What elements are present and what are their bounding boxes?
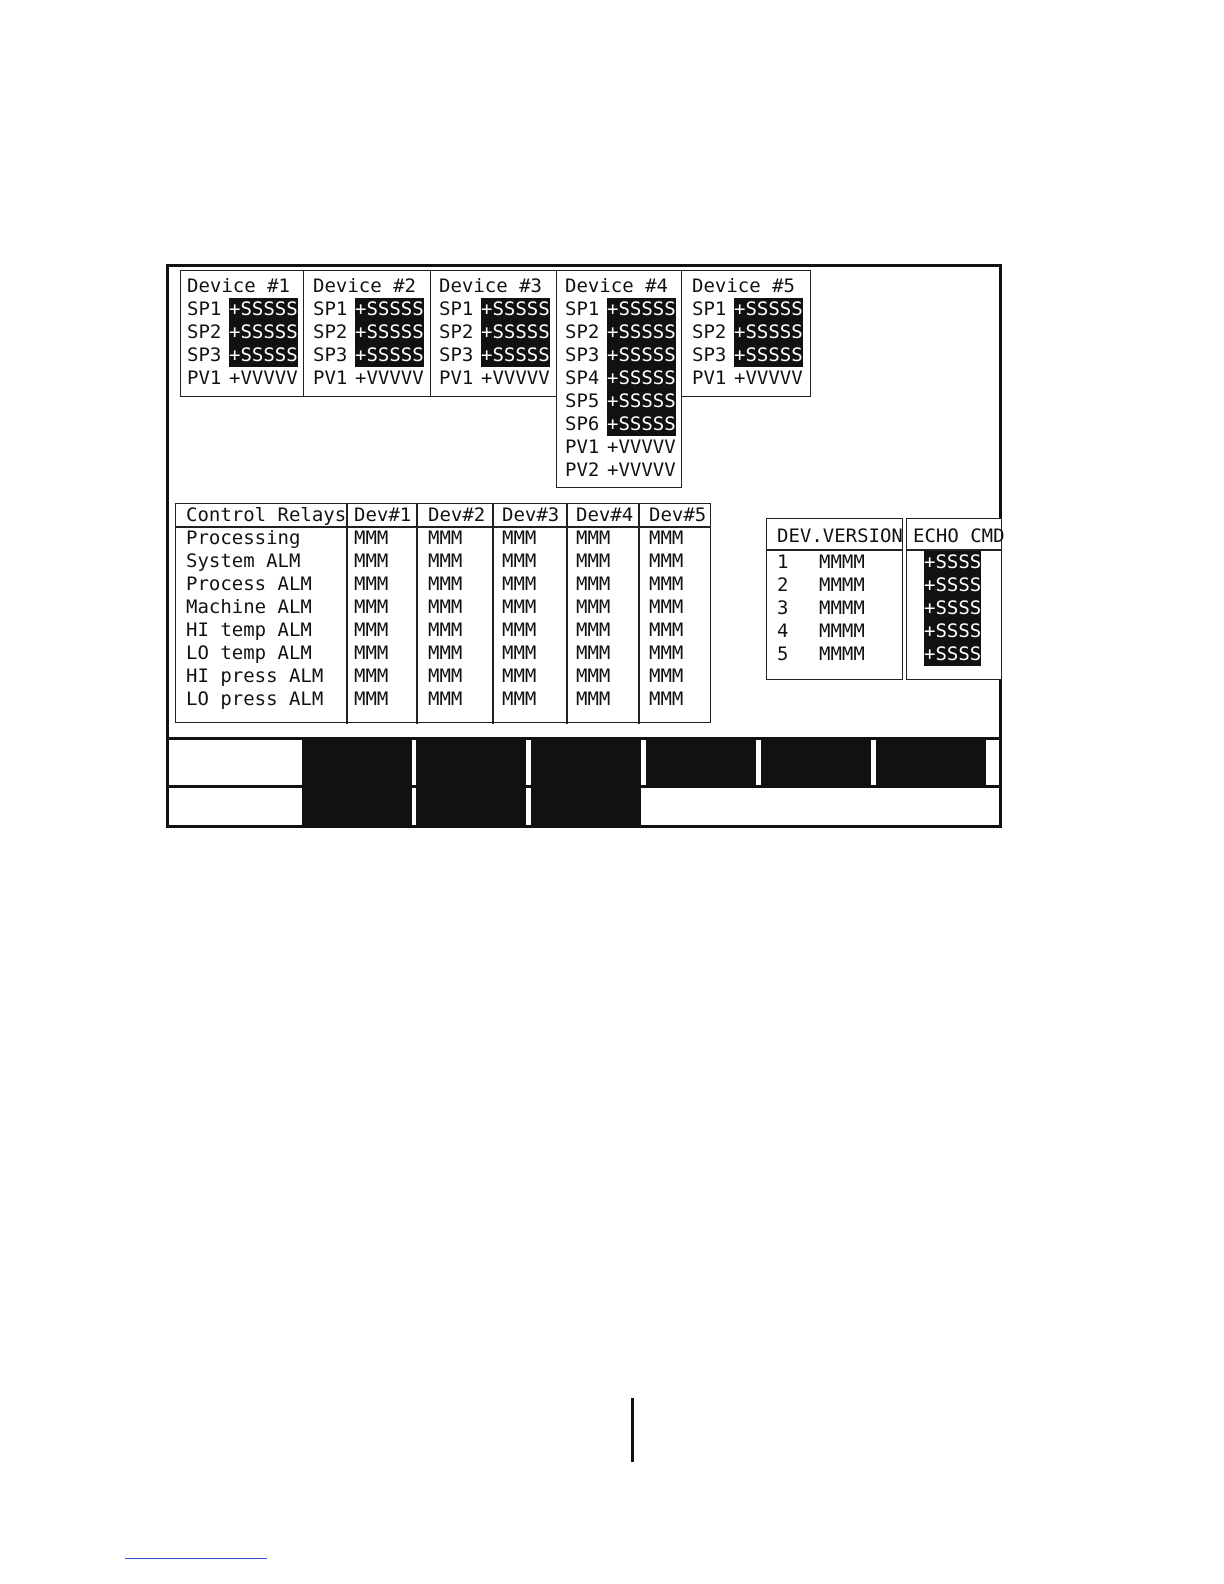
- relay-name: HI temp ALM: [186, 619, 312, 641]
- relay-cell: MMM: [649, 596, 684, 618]
- setpoint-value[interactable]: +SSSSS: [229, 344, 298, 366]
- relay-cell: MMM: [649, 642, 684, 664]
- relay-name: Process ALM: [186, 573, 312, 595]
- dev-version-value: MMMM: [819, 620, 865, 642]
- relay-cell: MMM: [428, 596, 463, 618]
- relays-header-dev: Dev#2: [428, 504, 486, 526]
- echo-cmd-value[interactable]: +SSSS: [924, 597, 982, 619]
- relay-name: LO press ALM: [186, 688, 324, 710]
- device-row-label: PV1: [187, 367, 222, 389]
- relay-cell: MMM: [428, 573, 463, 595]
- device-row-label: SP3: [313, 344, 348, 366]
- device-row-label: SP2: [439, 321, 474, 343]
- setpoint-value[interactable]: +SSSSS: [481, 344, 550, 366]
- device-title: Device #1: [187, 275, 290, 297]
- setpoint-value[interactable]: +SSSSS: [734, 298, 803, 320]
- relay-cell: MMM: [354, 665, 389, 687]
- relay-cell: MMM: [428, 642, 463, 664]
- relay-cell: MMM: [649, 573, 684, 595]
- relay-cell: MMM: [649, 688, 684, 710]
- relay-cell: MMM: [502, 688, 537, 710]
- device-row-label: SP4: [565, 367, 600, 389]
- relay-name: System ALM: [186, 550, 301, 572]
- setpoint-value[interactable]: +SSSSS: [734, 321, 803, 343]
- device-box-5: [681, 270, 811, 397]
- echo-cmd-header: ECHO CMD: [913, 525, 1005, 547]
- relays-header-dev: Dev#3: [502, 504, 560, 526]
- relay-cell: MMM: [576, 642, 611, 664]
- footnote-rule: [125, 1558, 267, 1559]
- relay-cell: MMM: [354, 573, 389, 595]
- fkey-line1: SPI: [569, 835, 603, 856]
- dev-version-value: MMMM: [819, 551, 865, 573]
- device-title: Device #5: [692, 275, 795, 297]
- device-title: Device #4: [565, 275, 668, 297]
- device-row-label: PV2: [565, 459, 600, 481]
- relay-cell: MMM: [576, 550, 611, 572]
- relay-cell: MMM: [649, 550, 684, 572]
- relay-cell: MMM: [576, 527, 611, 549]
- setpoint-value[interactable]: +SSSSS: [229, 298, 298, 320]
- setpoint-value[interactable]: +SSSSS: [734, 344, 803, 366]
- dev-version-num: 2: [777, 574, 789, 596]
- fkey-line1: SPI: [914, 786, 948, 807]
- relay-cell: MMM: [502, 527, 537, 549]
- echo-cmd-value[interactable]: +SSSS: [924, 620, 982, 642]
- dev-version-table: [766, 518, 903, 680]
- fkey-line2: DEV. 31-32: [876, 855, 986, 876]
- relay-cell: MMM: [576, 665, 611, 687]
- relay-cell: MMM: [354, 642, 389, 664]
- setpoint-value[interactable]: +SSSSS: [607, 413, 676, 435]
- relay-cell: MMM: [354, 550, 389, 572]
- device-row-label: PV1: [313, 367, 348, 389]
- relay-name: HI press ALM: [186, 665, 324, 687]
- device-row-label: SP3: [692, 344, 727, 366]
- fkey-line2: STM/MTS S": [531, 904, 641, 925]
- fkey-line2: DEV. 6-10: [308, 855, 406, 876]
- device-row-label: PV1: [692, 367, 727, 389]
- device-row-label: SP3: [565, 344, 600, 366]
- device-row-label: SP2: [313, 321, 348, 343]
- device-title: Device #2: [313, 275, 416, 297]
- fkey-line2: ERR CODES: [308, 904, 406, 925]
- relay-cell: MMM: [428, 527, 463, 549]
- fkey-line1: SPI: [340, 835, 374, 856]
- dev-version-num: 4: [777, 620, 789, 642]
- relay-cell: MMM: [649, 527, 684, 549]
- setpoint-value[interactable]: +SSSSS: [607, 298, 676, 320]
- relay-name: Machine ALM: [186, 596, 312, 618]
- page-margin-mark: [631, 1398, 634, 1462]
- device-row-label: SP2: [187, 321, 222, 343]
- relay-cell: MMM: [576, 596, 611, 618]
- spi-dev-31-32-button[interactable]: [876, 739, 986, 876]
- relay-cell: MMM: [354, 619, 389, 641]
- setpoint-value[interactable]: +SSSSS: [481, 321, 550, 343]
- dev-version-value: MMMM: [819, 597, 865, 619]
- process-value: +VVVVV: [355, 367, 424, 389]
- spi-dev-21-25-button[interactable]: [646, 739, 756, 876]
- dev-version-num: 5: [777, 643, 789, 665]
- process-value: +VVVVV: [607, 436, 676, 458]
- setpoint-value[interactable]: +SSSSS: [355, 344, 424, 366]
- relay-cell: MMM: [428, 688, 463, 710]
- device-row-label: SP1: [313, 298, 348, 320]
- setpoint-value[interactable]: +SSSSS: [607, 344, 676, 366]
- relay-cell: MMM: [576, 688, 611, 710]
- spi-dev-26-30-button[interactable]: [761, 739, 871, 876]
- device-row-label: SP2: [692, 321, 727, 343]
- relays-header-dev: Dev#4: [576, 504, 634, 526]
- device-row-label: SP5: [565, 390, 600, 412]
- setpoint-value[interactable]: +SSSSS: [481, 298, 550, 320]
- setpoint-value[interactable]: +SSSSS: [229, 321, 298, 343]
- relay-cell: MMM: [428, 550, 463, 572]
- relay-name: Processing: [186, 527, 301, 549]
- device-box-1: [180, 270, 304, 397]
- relay-cell: MMM: [649, 619, 684, 641]
- device-row-label: PV1: [565, 436, 600, 458]
- fkey-line1: SPI: [684, 786, 718, 807]
- relay-cell: MMM: [354, 688, 389, 710]
- spi-status-screen: [166, 264, 1005, 925]
- device-row-label: SP2: [565, 321, 600, 343]
- relay-cell: MMM: [502, 642, 537, 664]
- device-row-label: SP1: [692, 298, 727, 320]
- process-value: +VVVVV: [229, 367, 298, 389]
- relay-cell: MMM: [428, 665, 463, 687]
- relays-header-dev: Dev#1: [354, 504, 412, 526]
- fkey-line2: DEV. 26-30: [761, 855, 871, 876]
- dev-version-value: MMMM: [819, 574, 865, 596]
- control-relays-table: [175, 503, 711, 723]
- device-row-label: SP1: [565, 298, 600, 320]
- relay-cell: MMM: [428, 619, 463, 641]
- relay-cell: MMM: [649, 665, 684, 687]
- setpoint-value[interactable]: +SSSSS: [355, 298, 424, 320]
- relay-cell: MMM: [354, 596, 389, 618]
- process-value: +VVVVV: [734, 367, 803, 389]
- device-box-2: [303, 270, 431, 397]
- setpoint-value[interactable]: +SSSSS: [607, 321, 676, 343]
- device-row-label: SP1: [439, 298, 474, 320]
- relay-cell: MMM: [502, 596, 537, 618]
- device-box-4: [556, 270, 682, 488]
- process-value: +VVVVV: [481, 367, 550, 389]
- dev-version-value: MMMM: [819, 643, 865, 665]
- device-row-label: SP6: [565, 413, 600, 435]
- setpoint-value[interactable]: +SSSSS: [607, 390, 676, 412]
- process-value: +VVVVV: [607, 459, 676, 481]
- relay-cell: MMM: [576, 619, 611, 641]
- relays-header-label: Control Relays: [186, 504, 347, 526]
- device-row-label: SP3: [187, 344, 222, 366]
- setpoint-value[interactable]: +SSSSS: [355, 321, 424, 343]
- device-row-label: PV1: [439, 367, 474, 389]
- echo-cmd-value[interactable]: +SSSS: [924, 551, 982, 573]
- dev-version-num: 3: [777, 597, 789, 619]
- dev-version-header: DEV.VERSION: [777, 525, 903, 547]
- relay-cell: MMM: [354, 527, 389, 549]
- relay-cell: MMM: [502, 573, 537, 595]
- relay-cell: MMM: [502, 619, 537, 641]
- relay-cell: MMM: [502, 550, 537, 572]
- fkey-line2: DEV. 11-15: [416, 855, 526, 876]
- setpoint-value[interactable]: +SSSSS: [607, 367, 676, 389]
- device-row-label: SP1: [187, 298, 222, 320]
- echo-cmd-table: [906, 518, 1005, 680]
- fkey-line1: SPI: [799, 786, 833, 807]
- dev-version-num: 1: [777, 551, 789, 573]
- device-row-label: SP3: [439, 344, 474, 366]
- echo-cmd-value[interactable]: +SSSS: [924, 574, 982, 596]
- fkey-line2: DEV. 16-20: [531, 855, 641, 876]
- relays-header-dev: Dev#5: [649, 504, 707, 526]
- device-title: Device #3: [439, 275, 542, 297]
- relay-cell: MMM: [502, 665, 537, 687]
- fkey-line2: DEV. 21-25: [646, 855, 756, 876]
- device-box-3: [430, 270, 557, 397]
- fkey-line1: SPI: [454, 835, 488, 856]
- relay-cell: MMM: [576, 573, 611, 595]
- relay-name: LO temp ALM: [186, 642, 312, 664]
- echo-cmd-value[interactable]: +SSSS: [924, 643, 982, 665]
- fkey-line2: SETUP: [443, 904, 499, 925]
